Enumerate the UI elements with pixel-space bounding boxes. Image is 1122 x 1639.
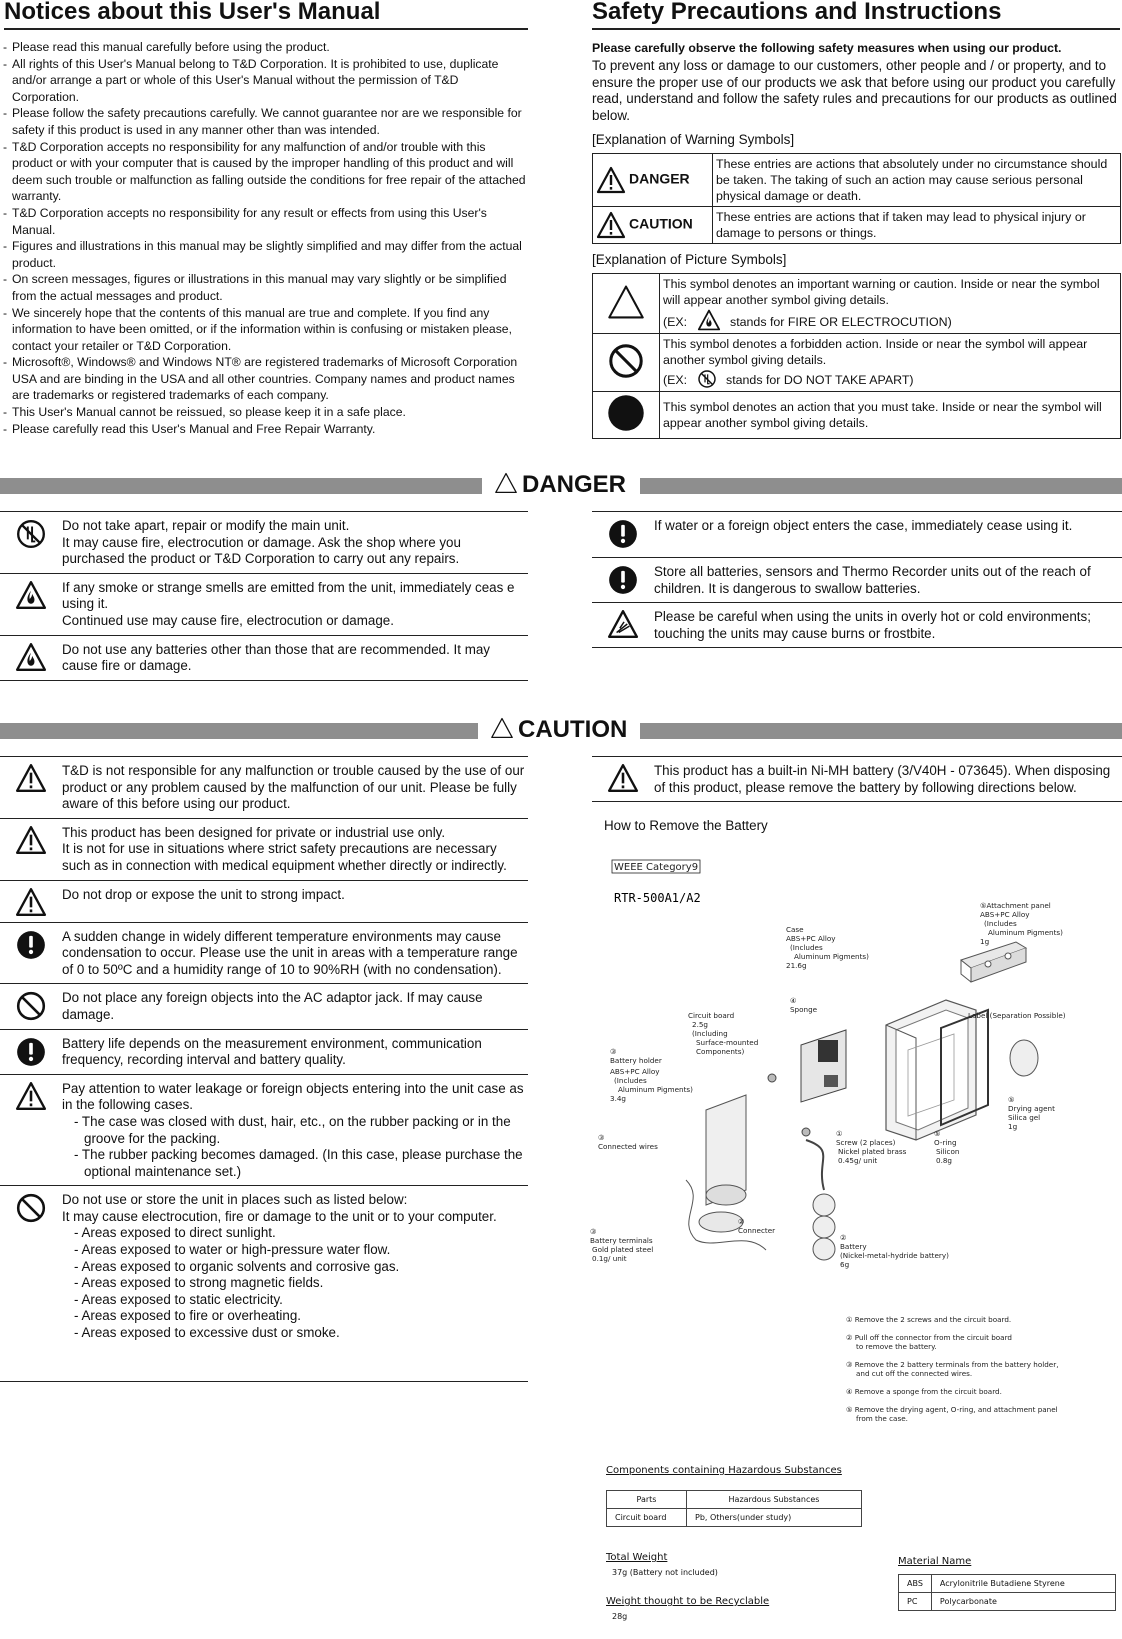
danger-item-text: It may cause fire, electrocution or damage. Ask the shop where you purchased the product or T&D Corporation to carry out any repairs. (62, 534, 461, 567)
oring-label-line: 0.8g (936, 1156, 952, 1165)
notices-rule (4, 28, 528, 30)
screw-label (836, 1129, 907, 1165)
attachment-label-line: Aluminum Pigments) (988, 928, 1063, 937)
material-cell: Acrylonitrile Butadiene Styrene (931, 1575, 1115, 1593)
connecter-label-line: ② (738, 1217, 745, 1226)
circuit-label-line: (Including (692, 1029, 728, 1038)
battery-label-line: (Nickel-metal-hydride battery) (840, 1251, 949, 1260)
picture-symbols-heading: [Explanation of Picture Symbols] (592, 252, 787, 268)
battery-label-line: ② (840, 1233, 847, 1242)
screw-label-line: 0.45g/ unit (838, 1156, 878, 1165)
caution-item-text: Do not drop or expose the unit to strong impact. (62, 886, 345, 902)
attachment-label-line: ABS+PC Alloy (980, 910, 1030, 919)
caution-subitem: - Areas exposed to organic solvents and corrosive gas. (74, 1258, 400, 1274)
notice-item: - T&D Corporation accepts no responsibility for any result or effects from using this User's Manual. (4, 205, 528, 238)
notice-item: - Microsoft®, Windows® and Windows NT® are registered trademarks of Microsoft Corporation USA and are binding in the USA and all other countries. Company names and product names are trademarks or registered trademarks of each company. (4, 354, 528, 404)
case-label (786, 925, 869, 970)
drying-label-line: 1g (1008, 1122, 1018, 1131)
caution-subitem: - Areas exposed to direct sunlight. (74, 1225, 276, 1241)
screw-label-line: ① (836, 1129, 843, 1138)
warning-symbols-table (592, 153, 1121, 244)
step-line: and cut off the connected wires. (856, 1369, 973, 1378)
circuit-board-drawing (801, 1030, 846, 1102)
drying-label-line: Silica gel (1008, 1113, 1041, 1122)
oring-label-line: O-ring (934, 1138, 957, 1147)
caution-subitem: - Areas exposed to water or high-pressure water flow. (74, 1242, 391, 1258)
warning-symbol-example (663, 309, 1117, 331)
warning-triangle-icon (606, 284, 646, 320)
circuit-label-line: 2.5g (692, 1020, 708, 1029)
drying-agent-label (1008, 1095, 1055, 1131)
danger-item (592, 603, 1122, 648)
battery-label-line: Battery (840, 1242, 867, 1251)
case-label-line: 21.6g (786, 961, 807, 970)
hazard-cell: Pb, Others(under study) (687, 1509, 862, 1527)
model-label: RTR-500A1/A2 (614, 891, 701, 905)
sponge-label-line: ④ (790, 996, 797, 1005)
mandatory-symbol-text: This symbol denotes an action that you must take. Inside or near the symbol will appear another symbol giving details. (660, 392, 1121, 439)
wires-label-line: Connected wires (598, 1142, 658, 1151)
no-disassembly-icon (697, 369, 717, 389)
caution-label: CAUTION (629, 216, 693, 233)
notice-item: - Figures and illustrations in this manual may be slightly simplified and may differ from the actual product. (4, 238, 528, 271)
case-drawing (886, 1000, 976, 1140)
caution-subitem: - Areas exposed to excessive dust or smoke. (74, 1325, 340, 1341)
material-cell: ABS (899, 1575, 932, 1593)
caution-band-title: CAUTION (518, 716, 628, 743)
band-bar-right (640, 478, 1122, 494)
step-line: ① Remove the 2 screws and the circuit board. (846, 1315, 1012, 1324)
caution-description: These entries are actions that if taken may lead to physical injury or damage to persons or things. (713, 207, 1121, 244)
danger-band (0, 471, 1122, 499)
attachment-panel-drawing (961, 942, 1026, 982)
notice-item: - T&D Corporation accepts no responsibility for any malfunction of and/or trouble with this product or with your computer that is caused by the improper handling of this product and will deem such trouble or malfunction as falling outside the conditions for free repair of the attached warranty. (4, 139, 528, 205)
caution-item (0, 757, 528, 819)
notices-list (4, 39, 528, 437)
case-label-line: Aluminum Pigments) (794, 952, 869, 961)
caution-item-text: This product has a built-in Ni-MH battery (3/V40H - 073645). When disposing of this product, please remove the battery by following directions below. (654, 763, 1111, 795)
connecter-label (738, 1217, 775, 1235)
holder-label-line: ③ (610, 1047, 617, 1056)
table-row (593, 334, 1121, 392)
hazard-header: Parts (607, 1491, 687, 1509)
safety-title: Safety Precautions and Instructions (592, 0, 1002, 25)
attachment-label-line: (Includes (984, 919, 1017, 928)
fire-warning-icon (15, 580, 47, 610)
hazard-cell: Circuit board (607, 1509, 687, 1527)
symbol-cell (593, 274, 660, 334)
safety-intro: To prevent any loss or damage to our customers, other people and / or property, and to ensure the proper use of our products we ask that before using our product you carefully read, understand and follow the safety rules and precautions for our products as outlined below. (592, 58, 1117, 123)
terminals-label-line: Gold plated steel (592, 1245, 654, 1254)
case-label-line: (Includes (790, 943, 823, 952)
caution-item (592, 757, 1122, 802)
hazard-header: Hazardous Substances (687, 1491, 862, 1509)
circuit-board-label (688, 1011, 758, 1056)
danger-item (592, 558, 1122, 603)
wires-label (598, 1133, 658, 1151)
step-line: ③ Remove the 2 battery terminals from the battery holder, (846, 1360, 1059, 1369)
example-prefix: (EX: (663, 373, 688, 388)
danger-label: DANGER (629, 171, 690, 188)
screw-label-line: Screw (2 places) (836, 1138, 896, 1147)
connecter-label-line: Connecter (738, 1226, 776, 1235)
sponge-label (790, 996, 818, 1014)
caution-item-text: This product has been designed for private or industrial use only. (62, 824, 446, 840)
wires-label-line: ③ (598, 1133, 605, 1142)
danger-label-cell (593, 154, 713, 207)
table-row (593, 392, 1121, 439)
caution-band-label (490, 716, 627, 744)
danger-item (0, 512, 528, 574)
caution-subitem: - Areas exposed to static electricity. (74, 1291, 283, 1307)
danger-item-text: Continued use may cause fire, electrocution or damage. (62, 612, 394, 628)
caution-item (0, 1030, 528, 1075)
table-row (899, 1593, 1116, 1611)
material-title: Material Name (898, 1556, 972, 1567)
prohibited-symbol-text: This symbol denotes a forbidden action. Inside or near the symbol will appear another symbol giving details. (663, 337, 1088, 368)
danger-item (592, 512, 1122, 558)
hazard-title: Components containing Hazardous Substances (606, 1465, 842, 1476)
symbol-description (660, 274, 1121, 334)
drying-agent-drawing (1010, 1040, 1038, 1076)
warning-triangle-icon (596, 211, 626, 239)
notices-section (4, 0, 528, 437)
drying-label-line: ⑤ (1008, 1095, 1015, 1104)
caution-icon (607, 763, 639, 793)
caution-item (0, 819, 528, 881)
prohibited-icon (15, 990, 47, 1022)
safety-bold-line: Please carefully observe the following safety measures when using our product. (592, 41, 1062, 55)
no-disassembly-icon (15, 518, 47, 550)
mandatory-icon (15, 929, 47, 961)
caution-subitem: - The rubber packing becomes damaged. (In this case, please purchase the optional maintenance set.) (74, 1147, 523, 1179)
danger-item (0, 574, 528, 636)
danger-item (0, 636, 528, 681)
caution-left-list (0, 756, 528, 1382)
terminals-label-line: ③ (590, 1227, 597, 1236)
caution-item (0, 881, 528, 923)
material-table (898, 1574, 1116, 1611)
prohibited-symbol-example (663, 369, 1117, 389)
attachment-label-line: 1g (980, 937, 990, 946)
band-bar-left (0, 478, 482, 494)
total-weight-value: 37g (Battery not included) (612, 1568, 718, 1577)
symbol-cell (593, 334, 660, 392)
caution-item-text: Pay attention to water leakage or foreign objects entering into the unit case as in the following cases. (62, 1080, 524, 1113)
circuit-label-line: Circuit board (688, 1011, 735, 1020)
notices-title: Notices about this User's Manual (4, 0, 381, 25)
recyclable-value: 28g (612, 1612, 628, 1621)
symbol-description (660, 334, 1121, 392)
prohibited-icon (607, 342, 645, 380)
notice-item: - On screen messages, figures or illustrations in this manual may vary slightly or be simplified from the actual messages and product. (4, 271, 528, 304)
step-line: ⑤ Remove the drying agent, O-ring, and attachment panel (846, 1405, 1058, 1414)
mandatory-icon (607, 394, 645, 432)
table-row (593, 207, 1121, 244)
attachment-label-line: ⑤Attachment panel (980, 901, 1051, 910)
removal-steps (846, 1315, 1058, 1423)
caution-subitem: - Areas exposed to strong magnetic fields. (74, 1275, 324, 1291)
battery-removal-figure (590, 850, 1121, 1634)
band-bar-left (0, 723, 478, 739)
danger-item-text: Please be careful when using the units in overly hot or cold environments; touching the units may cause burns or frostbite. (654, 609, 1091, 641)
step-line: ② Pull off the connector from the circuit board (846, 1333, 1012, 1342)
caution-item (0, 1186, 528, 1382)
notice-item: - Please carefully read this User's Manual and Free Repair Warranty. (4, 421, 528, 438)
notice-item: - This User's Manual cannot be reissued, so please keep it in a safe place. (4, 404, 528, 421)
danger-item-text: If any smoke or strange smells are emitted from the unit, immediately ceas e using it. (62, 579, 515, 612)
circuit-label-line: Components) (696, 1047, 745, 1056)
caution-icon (15, 1081, 47, 1111)
mandatory-icon (15, 1036, 47, 1068)
terminals-label-line: 0.1g/ unit (592, 1254, 627, 1263)
sponge-label-line: Sponge (790, 1005, 818, 1014)
danger-item-text: Do not use any batteries other than those that are recommended. It may cause fire or damage. (62, 641, 490, 674)
notice-item: - Please read this manual carefully before using the product. (4, 39, 528, 56)
caution-item-text: T&D is not responsible for any malfunction or trouble caused by the use of our product or any problem caused by the malfunction of our unit. Please be fully aware of this before using our product. (62, 763, 525, 812)
caution-label-cell (593, 207, 713, 244)
notice-item: - We sincerely hope that the contents of this manual are true and complete. If you find any information to have been omitted, or if the information within is confusing or mistaken please, contact your retailer or T&D Corporation. (4, 305, 528, 355)
battery-label-line: 6g (840, 1260, 850, 1269)
caution-item-text: Do not place any foreign objects into the AC adaptor jack. If may cause damage. (62, 990, 483, 1022)
case-label-line: ABS+PC Alloy (786, 934, 836, 943)
danger-item-text: If water or a foreign object enters the case, immediately cease using it. (654, 518, 1073, 533)
holder-label-line: ABS+PC Alloy (610, 1067, 660, 1076)
caution-item-text: A sudden change in widely different temperature environments may cause condensation to occur. Please use the unit in areas with a temperature range of 0 to 50ºC and a humidity range of 10 to 90%RH (with no condensation). (62, 928, 518, 977)
oring-label-line: Silicon (936, 1147, 960, 1156)
attachment-label (980, 901, 1063, 946)
band-bar-right (640, 723, 1122, 739)
weee-category-label: WEEE Category9 (614, 862, 699, 873)
screw-drawing (768, 1074, 776, 1082)
caution-icon (15, 763, 47, 793)
notice-item: - All rights of this User's Manual belong to T&D Corporation. It is prohibited to use, duplicate and/or arrange a part or whole of this User's Manual without the permission of T&D Corporation. (4, 56, 528, 106)
danger-description: These entries are actions that absolutely under no circumstance should be taken. The taking of such an action may cause serious personal physical damage or death. (713, 154, 1121, 207)
holder-label-line: Battery holder (610, 1056, 662, 1065)
circuit-label-line: Surface-mounted (696, 1038, 759, 1047)
burn-warning-icon (607, 609, 639, 639)
caution-item (0, 984, 528, 1029)
drying-label-line: Drying agent (1008, 1104, 1055, 1113)
warning-symbol-text: This symbol denotes an important warning or caution. Inside or near the symbol will appear another symbol giving details. (663, 277, 1100, 308)
prohibited-icon (15, 1192, 47, 1224)
screw-drawing (802, 1128, 810, 1136)
table-row (899, 1575, 1116, 1593)
fire-warning-icon (15, 642, 47, 672)
terminals-label (590, 1227, 653, 1263)
battery-holder-drawing (699, 1095, 746, 1232)
caution-icon (15, 825, 47, 855)
table-row (607, 1509, 862, 1527)
fire-warning-icon (697, 309, 721, 331)
holder-label-line: 3.4g (610, 1094, 626, 1103)
remove-battery-heading: How to Remove the Battery (604, 818, 768, 834)
oring-label-line: ⑤ (934, 1129, 941, 1138)
mandatory-icon (607, 564, 639, 596)
caution-subitem: - Areas exposed to fire or overheating. (74, 1308, 302, 1324)
step-line: from the case. (856, 1414, 908, 1423)
caution-item-text: It is not for use in situations where strict safety precautions are necessary such as in connection with medical equipment whether directly or indirectly. (62, 841, 507, 873)
example-prefix: (EX: (663, 315, 688, 330)
danger-left-list (0, 511, 528, 681)
warning-triangle-icon (490, 717, 514, 739)
notice-item: - Please follow the safety precautions carefully. We cannot guarantee nor are we responsible for safety if this product is used in any manner other than was intended. (4, 105, 528, 138)
warning-triangle-icon (494, 472, 518, 494)
danger-band-title: DANGER (522, 471, 627, 498)
caution-item (0, 923, 528, 985)
danger-right-list (592, 511, 1122, 648)
example-suffix: stands for DO NOT TAKE APART) (726, 373, 914, 388)
caution-icon (15, 887, 47, 917)
material-cell: PC (899, 1593, 932, 1611)
case-label-line: Case (786, 925, 804, 934)
table-row (593, 154, 1121, 207)
caution-item-text: Battery life depends on the measurement environment, communication frequency, recording interval and battery quality. (62, 1035, 482, 1068)
table-row (593, 274, 1121, 334)
picture-symbols-table (592, 273, 1121, 439)
warning-triangle-icon (596, 166, 626, 194)
table-row (607, 1491, 862, 1509)
safety-rule (592, 28, 1120, 30)
warning-symbols-heading: [Explanation of Warning Symbols] (592, 132, 795, 148)
danger-item-text: Store all batteries, sensors and Thermo Recorder units out of the reach of children. It is dangerous to swallow batteries. (654, 564, 1091, 596)
symbol-cell (593, 392, 660, 439)
caution-item-text: Do not use or store the unit in places such as listed below: (62, 1192, 408, 1208)
battery-drawing (806, 1140, 835, 1260)
danger-band-label (494, 471, 626, 499)
holder-label-line: (Includes (614, 1076, 647, 1085)
total-weight-title: Total Weight (606, 1552, 668, 1563)
safety-section (592, 0, 1120, 439)
battery-label (840, 1233, 949, 1269)
hazard-table (606, 1490, 862, 1527)
caution-item (0, 1075, 528, 1187)
screw-label-line: Nickel plated brass (838, 1147, 907, 1156)
step-line: to remove the battery. (856, 1342, 937, 1351)
caution-item-text: It may cause electrocution, fire or damage to the unit or to your computer. (62, 1208, 497, 1224)
material-cell: Polycarbonate (931, 1593, 1115, 1611)
o-ring-label (934, 1129, 959, 1165)
holder-label-line: Aluminum Pigments) (618, 1085, 693, 1094)
caution-right-list (592, 756, 1122, 833)
mandatory-icon (607, 518, 639, 550)
label-separation-label: Label (Separation Possible) (968, 1011, 1066, 1020)
step-line: ④ Remove a sponge from the circuit board. (846, 1387, 1002, 1396)
example-suffix: stands for FIRE OR ELECTROCUTION) (730, 315, 952, 330)
caution-band (0, 716, 1122, 744)
terminals-label-line: Battery terminals (590, 1236, 653, 1245)
recyclable-title: Weight thought to be Recyclable (606, 1596, 770, 1607)
caution-subitem: - The case was closed with dust, hair, etc., on the rubber packing or in the groove for the packing. (74, 1113, 511, 1146)
danger-item-text: Do not take apart, repair or modify the main unit. (62, 518, 350, 533)
battery-holder-label (610, 1047, 693, 1103)
